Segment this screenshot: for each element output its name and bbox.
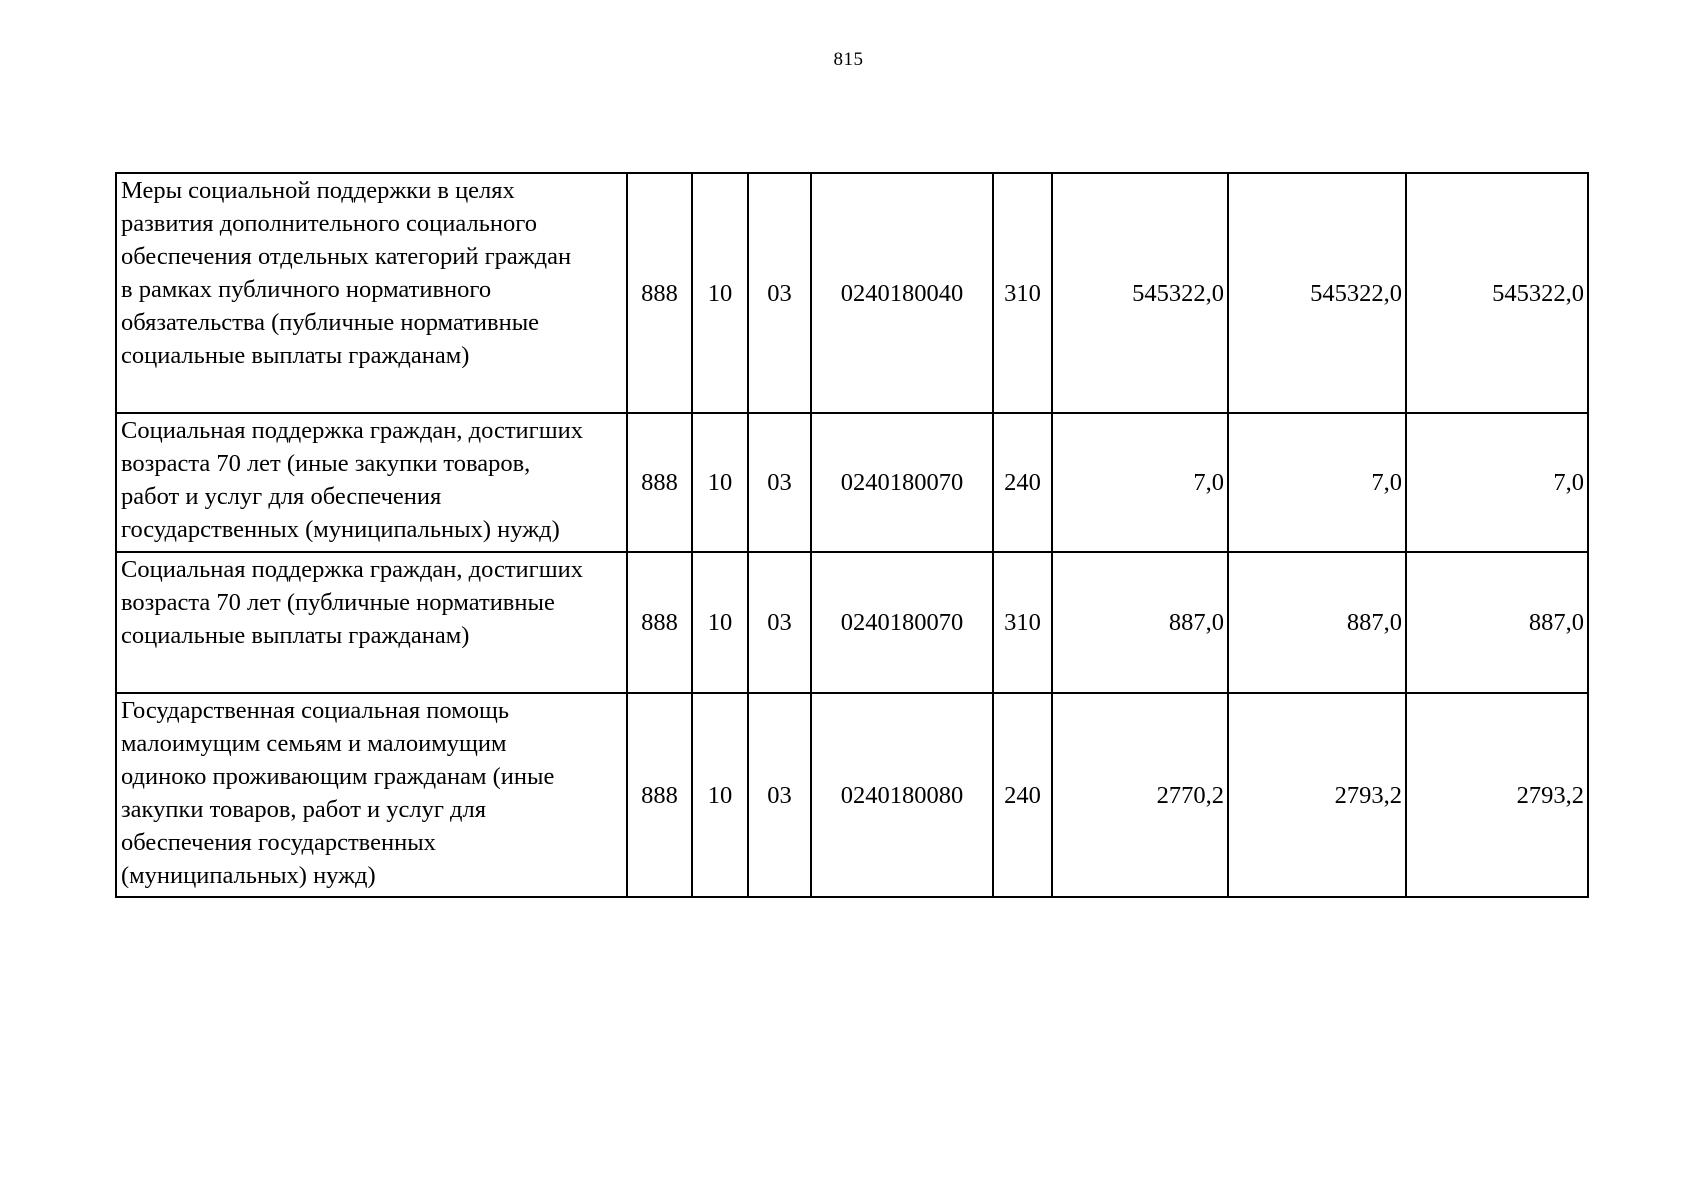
table-row [116,413,1588,552]
budget-table [115,172,1589,898]
sum-2: 2793,2 [1228,693,1406,897]
sum-1: 545322,0 [1052,173,1228,413]
expense-type-code: 240 [993,693,1052,897]
sum-3: 2793,2 [1406,693,1588,897]
expense-type-code: 310 [993,173,1052,413]
section-code: 10 [692,552,748,693]
sum-3: 7,0 [1406,413,1588,552]
sum-3: 887,0 [1406,552,1588,693]
subsection-code: 03 [748,693,811,897]
target-article-code: 0240180070 [811,552,993,693]
ministry-code: 888 [627,413,692,552]
expense-type-code: 310 [993,552,1052,693]
table-row [116,173,1588,413]
sum-1: 7,0 [1052,413,1228,552]
row-description: Социальная поддержка граждан, достигших возраста 70 лет (публичные нормативные социальные выплаты гражданам) [116,552,627,693]
ministry-code: 888 [627,173,692,413]
section-code: 10 [692,413,748,552]
table-row [116,552,1588,693]
sum-2: 887,0 [1228,552,1406,693]
ministry-code: 888 [627,693,692,897]
subsection-code: 03 [748,552,811,693]
row-description: Социальная поддержка граждан, достигших возраста 70 лет (иные закупки товаров, работ и услуг для обеспечения государственных (муниципальных) нужд) [116,413,627,552]
row-description: Меры социальной поддержки в целях развития дополнительного социального обеспечения отдельных категорий граждан в рамках публичного нормативного обязательства (публичные нормативные социальные выплаты гражданам) [116,173,627,413]
subsection-code: 03 [748,173,811,413]
expense-type-code: 240 [993,413,1052,552]
target-article-code: 0240180070 [811,413,993,552]
sum-1: 887,0 [1052,552,1228,693]
target-article-code: 0240180080 [811,693,993,897]
section-code: 10 [692,693,748,897]
sum-2: 545322,0 [1228,173,1406,413]
table-row [116,693,1588,897]
ministry-code: 888 [627,552,692,693]
subsection-code: 03 [748,413,811,552]
section-code: 10 [692,173,748,413]
sum-1: 2770,2 [1052,693,1228,897]
sum-2: 7,0 [1228,413,1406,552]
target-article-code: 0240180040 [811,173,993,413]
page-number: 815 [833,49,864,70]
sum-3: 545322,0 [1406,173,1588,413]
row-description: Государственная социальная помощь малоимущим семьям и малоимущим одиноко проживающим гражданам (иные закупки товаров, работ и услуг для обеспечения государственных (муниципальных) нужд) [116,693,627,897]
